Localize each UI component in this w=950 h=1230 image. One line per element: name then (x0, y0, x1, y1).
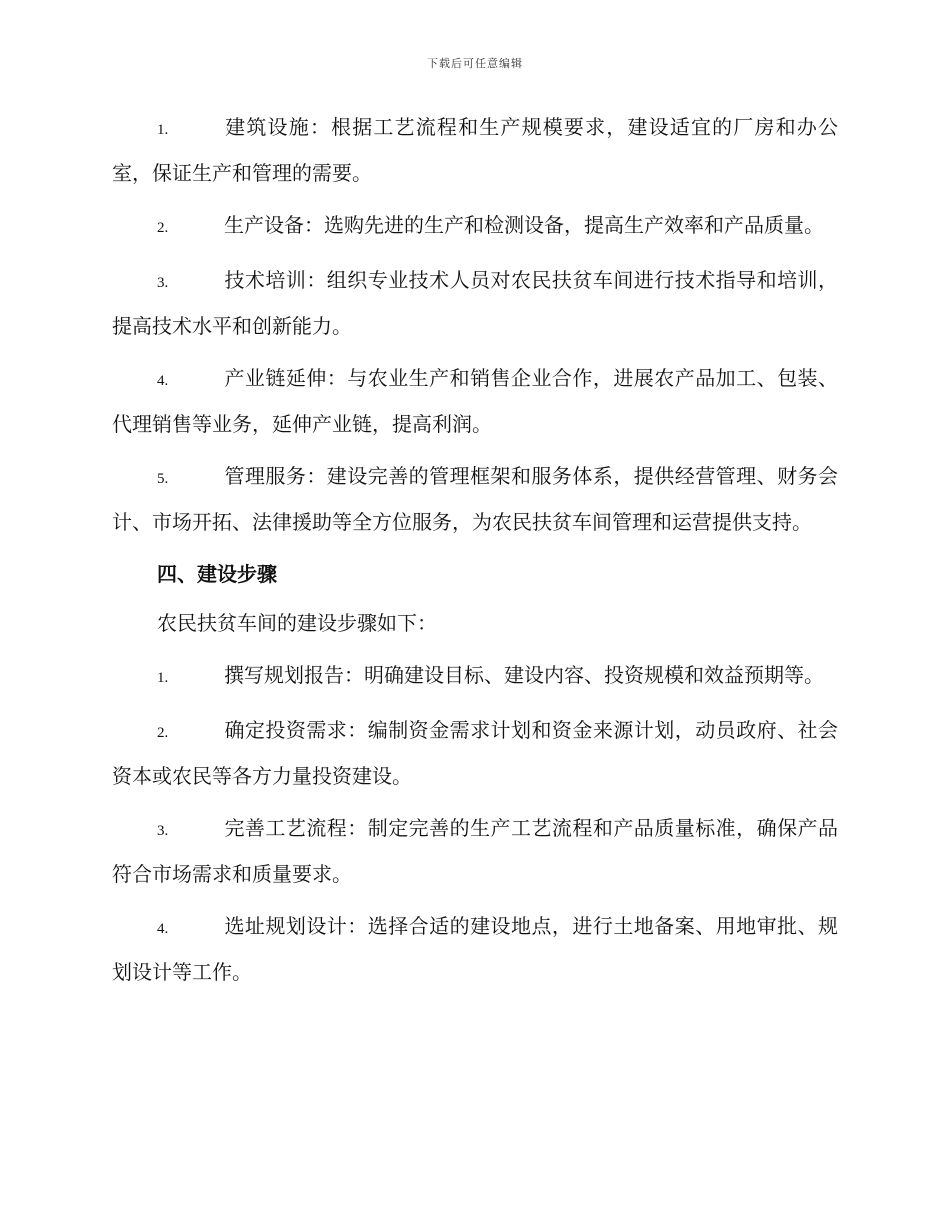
list-number: 5. (157, 471, 169, 487)
list-number: 3. (157, 823, 169, 839)
list-item-text: 完善工艺流程：制定完善的生产工艺流程和产品质量标准，确保产品符合市场需求和质量要求。 (112, 816, 838, 886)
list-item (112, 204, 838, 250)
page-header: 下载后可任意编辑 (427, 57, 523, 70)
list-item (112, 654, 838, 700)
list-item (112, 357, 838, 446)
section-heading: 四、建设步骤 (157, 562, 277, 586)
list-number: 3. (157, 275, 169, 291)
list-item-text: 产业链延伸：与农业生产和销售企业合作，进展农产品加工、包装、代理销售等业务，延伸产业链，提高利润。 (112, 366, 838, 436)
section-intro: 农民扶贫车间的建设步骤如下： (157, 611, 437, 635)
list-item-text: 技术培训：组织专业技术人员对农民扶贫车间进行技术指导和培训，提高技术水平和创新能力。 (112, 268, 838, 338)
list-number: 2. (157, 220, 169, 236)
list-item-text: 撰写规划报告：明确建设目标、建设内容、投资规模和效益预期等。 (224, 663, 824, 687)
list-number: 1. (157, 670, 169, 686)
list-item (112, 259, 838, 348)
list-item (112, 905, 838, 994)
list-item-text: 建筑设施：根据工艺流程和生产规模要求，建设适宜的厂房和办公室，保证生产和管理的需要。 (112, 115, 838, 185)
list-number: 4. (157, 921, 169, 937)
list-item (112, 455, 838, 544)
list-item (112, 106, 838, 195)
list-item (112, 807, 838, 896)
document-body (112, 106, 838, 1003)
list-item (112, 709, 838, 798)
list-item-text: 管理服务：建设完善的管理框架和服务体系，提供经营管理、财务会计、市场开拓、法律援助等全方位服务，为农民扶贫车间管理和运营提供支持。 (112, 464, 838, 534)
list-item-text: 确定投资需求：编制资金需求计划和资金来源计划，动员政府、社会资本或农民等各方力量投资建设。 (112, 718, 838, 788)
list-number: 2. (157, 725, 169, 741)
list-item-text: 生产设备：选购先进的生产和检测设备，提高生产效率和产品质量。 (224, 213, 824, 237)
list-number: 1. (157, 122, 169, 138)
list-number: 4. (157, 373, 169, 389)
list-item-text: 选址规划设计：选择合适的建设地点，进行土地备案、用地审批、规划设计等工作。 (112, 914, 838, 984)
